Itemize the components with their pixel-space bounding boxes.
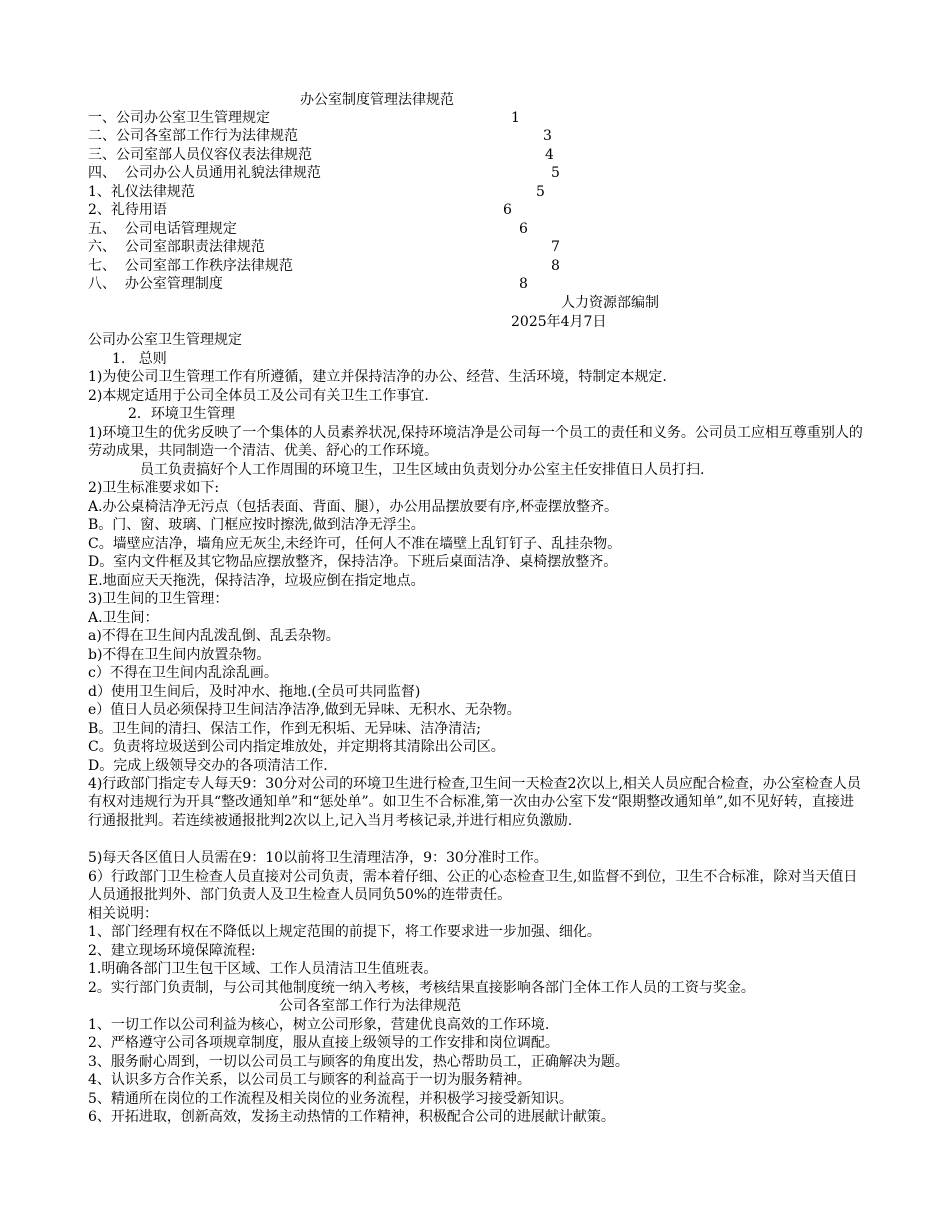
toc-item-page: 4	[545, 147, 554, 163]
paragraph: 相关说明：	[88, 906, 158, 922]
toc-item-page: 6	[519, 221, 528, 237]
date-line: 2025年4月7日	[511, 314, 607, 330]
paragraph: 3)卫生间的卫生管理：	[88, 591, 229, 607]
paragraph: 4)行政部门指定专人每天9：30分对公司的环境卫生进行检查,卫生间一天检查2次以上,相关人员应配合检查，办公室检查人员有权对违规行为开具“整改通知单”和“惩处单”。如卫生不合标准,第一次由办公室下发“限期整改通知单”,如不见好转，直接进行通报批判。若连续被通报批判2次以上,记入当月考核记录,并进行相应负激励.	[88, 776, 861, 829]
list-item: B。卫生间的清扫、保洁工作，作到无积垢、无异味、洁净清洁;	[88, 721, 482, 737]
list-item: c）不得在卫生间内乱涂乱画。	[88, 665, 278, 681]
toc-item-page: 3	[543, 128, 552, 144]
list-item: A.卫生间：	[88, 610, 159, 626]
list-item: 2、严格遵守公司各项规章制度，服从直接上级领导的工作安排和岗位调配。	[88, 1035, 559, 1051]
paragraph: 2)卫生标准要求如下:	[88, 480, 220, 496]
toc-item-page: 1	[511, 110, 520, 126]
paragraph: 2)本规定适用于公司全体员工及公司有关卫生工作事宜.	[88, 388, 429, 404]
toc-item-label[interactable]: 五、 公司电话管理规定	[88, 221, 237, 237]
toc-item-label[interactable]: 八、 办公室管理制度	[88, 276, 223, 292]
author-line: 人力资源部编制	[561, 295, 659, 311]
list-item: 5、精通所在岗位的工作流程及相关岗位的业务流程，并积极学习接受新知识。	[88, 1091, 573, 1107]
list-item: 1、部门经理有权在不降低以上规定范围的前提下，将工作要求进一步加强、细化。	[88, 924, 601, 940]
toc-item-label[interactable]: 2、礼待用语	[88, 202, 167, 218]
list-item: 3、服务耐心周到，一切以公司员工与顾客的角度出发，热心帮助员工，正确解决为题。	[88, 1054, 629, 1070]
toc-item-label[interactable]: 二、公司各室部工作行为法律规范	[88, 128, 298, 144]
list-item: C。负责将垃圾送到公司内指定堆放处，并定期将其清除出公司区。	[88, 739, 505, 755]
list-item: 1.明确各部门卫生包干区域、工作人员清洁卫生值班表。	[88, 961, 438, 977]
toc-item-page: 8	[519, 276, 528, 292]
list-item: b)不得在卫生间内放置杂物。	[88, 647, 271, 663]
document-title: 办公室制度管理法律规范	[300, 92, 454, 108]
section-title: 公司办公室卫生管理规定	[88, 332, 242, 348]
toc-item-label[interactable]: 三、公司室部人员仪容仪表法律规范	[88, 147, 312, 163]
list-item: 6、开拓进取，创新高效，发扬主动热情的工作精神，积极配合公司的进展献计献策。	[88, 1109, 615, 1125]
toc-item-label[interactable]: 一、公司办公室卫生管理规定	[88, 110, 270, 126]
list-item: a)不得在卫生间内乱泼乱倒、乱丢杂物。	[88, 628, 340, 644]
paragraph: 6）行政部门卫生检查人员直接对公司负责，需本着仔细、公正的心态检查卫生,如监督不到位，卫生不合标准，除对当天值日人员通报批判外、部门负责人及卫生检查人员同负50%的连带责任。	[88, 869, 858, 904]
list-item: 4、认识多方合作关系，以公司员工与顾客的利益高于一切为服务精神。	[88, 1072, 531, 1088]
toc-item-label[interactable]: 1、礼仪法律规范	[88, 184, 195, 200]
list-item: 2。实行部门负责制，与公司其他制度统一纳入考核，考核结果直接影响各部门全体工作人员的工资与奖金。	[88, 980, 755, 996]
list-item: D。完成上级领导交办的各项清洁工作.	[88, 758, 328, 774]
toc-item-page: 8	[551, 258, 560, 274]
toc-item-page: 7	[551, 239, 560, 255]
section-heading: 2．环境卫生管理	[128, 406, 235, 422]
paragraph: 1)为使公司卫生管理工作有所遵循，建立并保持洁净的办公、经营、生活环境，特制定本规定.	[88, 369, 667, 385]
toc-item-label[interactable]: 四、 公司办公人员通用礼貌法律规范	[88, 165, 321, 181]
list-item: d）使用卫生间后，及时冲水、拖地.(全员可共同监督)	[88, 684, 421, 700]
section-heading: 1. 总则	[112, 351, 167, 367]
toc-item-page: 5	[536, 184, 545, 200]
paragraph: 1)环境卫生的优劣反映了一个集体的人员素养状况,保持环境洁净是公司每一个员工的责任和义务。公司员工应相互尊重别人的劳动成果，共同制造一个清洁、优美、舒心的工作环境。	[88, 425, 863, 460]
paragraph: 员工负责搞好个人工作周围的环境卫生，卫生区域由负责划分办公室主任安排值日人员打扫.	[140, 462, 705, 478]
list-item: D。室内文件框及其它物品应摆放整齐，保持洁净。下班后桌面洁净、桌椅摆放整齐。	[88, 554, 618, 570]
toc-item-page: 6	[503, 202, 512, 218]
list-item: C。墙壁应洁净，墙角应无灰尘,未经许可，任何人不准在墙壁上乱钉钉子、乱挂杂物。	[88, 536, 622, 552]
toc-item-label[interactable]: 六、 公司室部职责法律规范	[88, 239, 265, 255]
list-item: E.地面应天天拖洗，保持洁净，垃圾应倒在指定地点。	[88, 573, 425, 589]
paragraph: 5)每天各区值日人员需在9：10以前将卫生清理洁净，9：30分准时工作。	[88, 850, 548, 866]
list-item: A.办公桌椅洁净无污点（包括表面、背面、腿），办公用品摆放要有序,杯壶摆放整齐。	[88, 499, 619, 515]
list-item: B。门、窗、玻璃、门框应按时擦洗,做到洁净无浮尘。	[88, 517, 425, 533]
toc-item-page: 5	[551, 165, 560, 181]
list-item: 2、建立现场环境保障流程:	[88, 943, 256, 959]
list-item: e）值日人员必须保持卫生间洁净洁净,做到无异味、无积水、无杂物。	[88, 702, 521, 718]
list-item: 1、一切工作以公司利益为核心，树立公司形象，营建优良高效的工作环境.	[88, 1017, 550, 1033]
toc-item-label[interactable]: 七、 公司室部工作秩序法律规范	[88, 258, 293, 274]
section-title: 公司各室部工作行为法律规范	[279, 998, 461, 1014]
